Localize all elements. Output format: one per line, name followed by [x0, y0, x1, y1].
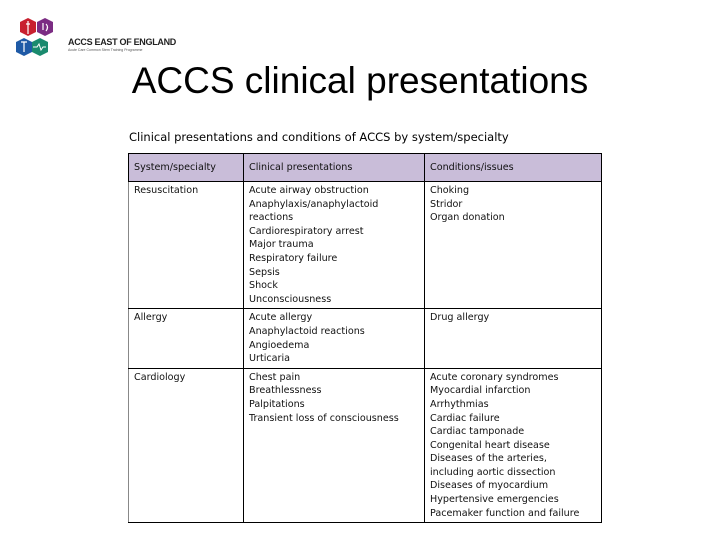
- condition-item: Cardiac tamponade: [430, 426, 525, 438]
- condition-item: Choking: [430, 185, 470, 196]
- header-conditions: Conditions/issues: [425, 154, 602, 182]
- condition-item: Drug allergy: [430, 312, 490, 324]
- table-row: [129, 182, 602, 309]
- conditions-cell: [425, 368, 602, 523]
- presentation-item: Transient loss of consciousness: [249, 412, 399, 424]
- table-row: [129, 309, 602, 368]
- presentation-item: Urticaria: [249, 353, 291, 365]
- presentation-item: Anaphylaxis/anaphylactoid: [249, 198, 379, 210]
- table-caption: Clinical presentations and conditions of ACCS by system/specialty: [129, 130, 509, 144]
- header-system: System/specialty: [129, 154, 244, 182]
- presentation-item: Acute airway obstruction: [249, 185, 369, 196]
- presentation-item: Acute allergy: [249, 312, 313, 324]
- condition-item: Myocardial infarction: [430, 385, 531, 397]
- condition-item: Acute coronary syndromes: [430, 371, 559, 383]
- presentation-item: Palpitations: [249, 398, 305, 410]
- presentations-cell: [244, 309, 425, 368]
- condition-item: Cardiac failure: [430, 412, 500, 424]
- presentation-item: Cardiorespiratory arrest: [249, 225, 364, 237]
- presentation-item: Angioedema: [249, 339, 310, 351]
- conditions-cell: [425, 309, 602, 368]
- table-row: [129, 368, 602, 523]
- logo-title: ACCS EAST OF ENGLAND: [68, 37, 177, 47]
- presentations-cell: [244, 368, 425, 523]
- condition-item: Organ donation: [430, 212, 505, 224]
- presentations-table: [128, 153, 602, 523]
- condition-item: Diseases of the arteries,: [430, 453, 547, 465]
- system-cell: Allergy: [129, 309, 244, 368]
- presentation-item: Shock: [249, 280, 278, 292]
- condition-item: Pacemaker function and failure: [430, 507, 580, 519]
- presentation-item: Unconsciousness: [249, 293, 332, 305]
- slide-title: ACCS clinical presentations: [131, 60, 589, 101]
- presentation-item: Sepsis: [249, 266, 280, 278]
- condition-item: Arrhythmias: [430, 398, 489, 410]
- presentation-item: Anaphylactoid reactions: [249, 325, 365, 337]
- presentation-item: Respiratory failure: [249, 252, 338, 264]
- logo-subtitle: Acute Care Common Stem Training Programme: [68, 48, 143, 52]
- system-cell: Cardiology: [129, 368, 244, 523]
- system-cell: Resuscitation: [129, 182, 244, 309]
- presentation-item: reactions: [249, 212, 294, 224]
- table-header-row: [129, 154, 602, 182]
- header-presentations: Clinical presentations: [244, 154, 425, 182]
- presentation-item: Chest pain: [249, 371, 301, 383]
- conditions-cell: [425, 182, 602, 309]
- presentation-item: Breathlessness: [249, 385, 322, 397]
- condition-item: Hypertensive emergencies: [430, 494, 559, 506]
- presentation-item: Major trauma: [249, 239, 314, 251]
- condition-item: Congenital heart disease: [430, 439, 550, 451]
- condition-item: including aortic dissection: [430, 466, 556, 478]
- presentations-cell: [244, 182, 425, 309]
- condition-item: Diseases of myocardium: [430, 480, 549, 492]
- condition-item: Stridor: [430, 198, 463, 210]
